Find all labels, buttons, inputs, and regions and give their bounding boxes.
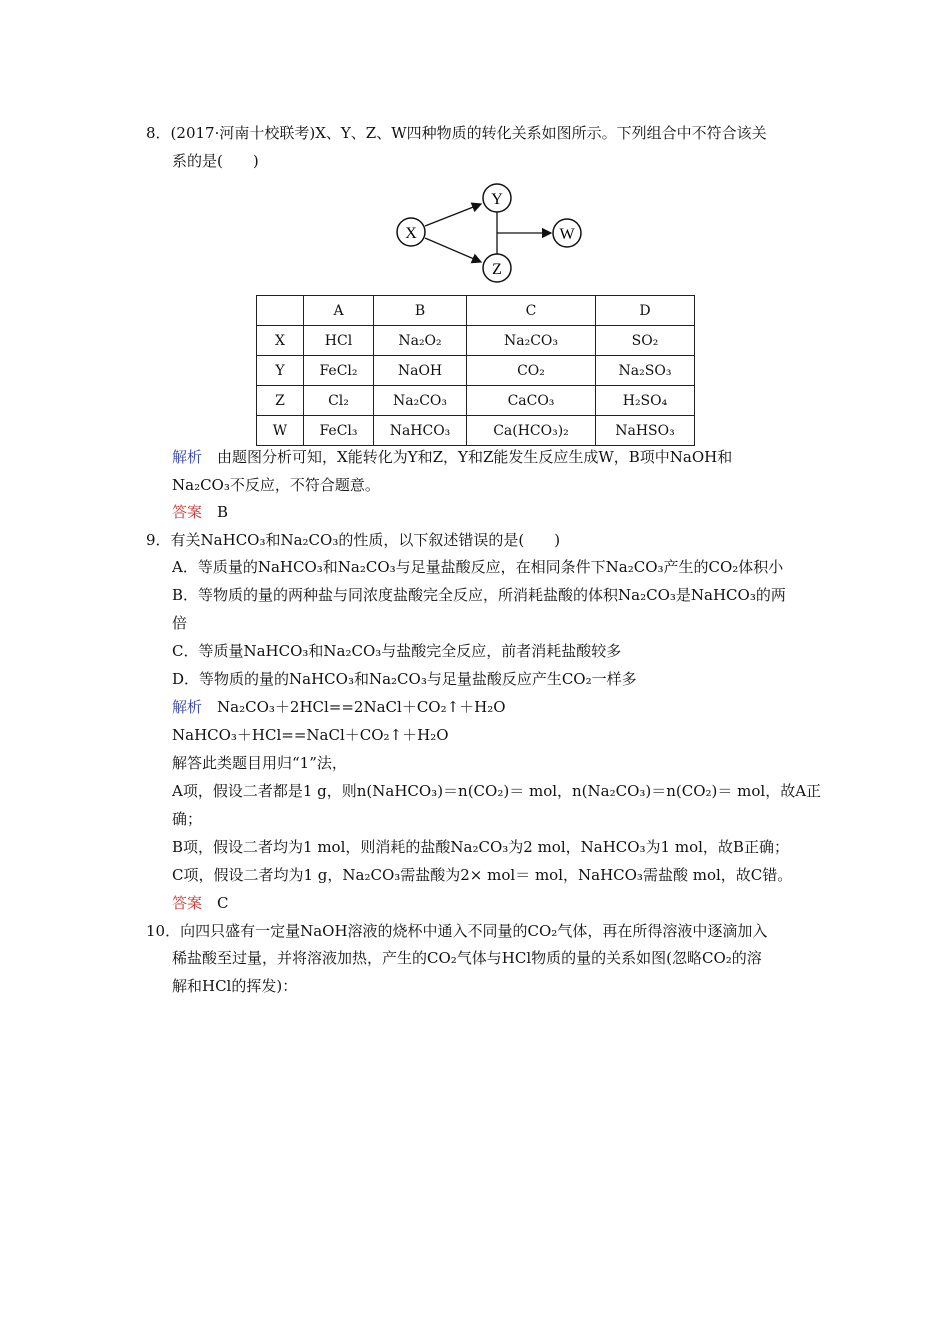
options-table [256, 295, 695, 446]
q9-option-b-line1: B．等物质的量的两种盐与同浓度盐酸完全反应，所消耗盐酸的体积Na₂CO₃是NaHCO₃的两 [172, 586, 786, 604]
table-cell: Na₂CO₃ [374, 386, 467, 416]
table-row [257, 416, 695, 446]
node-x-label: X [405, 225, 417, 242]
table-cell: D [596, 296, 695, 326]
q9-option-d: D．等物质的量的NaHCO₃和Na₂CO₃与足量盐酸反应产生CO₂一样多 [172, 670, 637, 688]
q8-analysis-line2: Na₂CO₃不反应，不符合题意。 [172, 476, 380, 494]
answer-value: C [217, 894, 229, 912]
analysis-label: 解析 [172, 448, 203, 466]
table-cell: NaOH [374, 356, 467, 386]
table-cell: FeCl₂ [304, 356, 374, 386]
q9-solution-5: C项，假设二者均为1 g，Na₂CO₃需盐酸为2× mol＝ mol，NaHCO₃需盐酸 mol，故C错。 [172, 866, 793, 884]
arrow-x-to-y [425, 204, 481, 226]
q9-solution-2: A项，假设二者都是1 g，则n(NaHCO₃)＝n(CO₂)＝ mol，n(Na₂CO₃)＝n(CO₂)＝ mol，故A正 [172, 782, 822, 800]
answer-value: B [217, 503, 229, 521]
q9-stem: 9．有关NaHCO₃和Na₂CO₃的性质，以下叙述错误的是( ) [146, 531, 561, 549]
arrow-x-to-z [425, 238, 481, 262]
table-cell: Ca(HCO₃)₂ [467, 416, 596, 446]
q8-answer-line [172, 501, 228, 523]
table-cell: C [467, 296, 596, 326]
table-cell: Y [257, 356, 304, 386]
node-w-label: W [559, 226, 575, 243]
q10-stem-line1: 10．向四只盛有一定量NaOH溶液的烧杯中通入不同量的CO₂气体，再在所得溶液中逐滴加入 [146, 922, 768, 940]
analysis-label: 解析 [172, 698, 203, 716]
q9-option-c: C．等质量NaHCO₃和Na₂CO₃与盐酸完全反应，前者消耗盐酸较多 [172, 642, 622, 660]
table-cell: CO₂ [467, 356, 596, 386]
table-cell: Na₂CO₃ [467, 326, 596, 356]
table-cell: H₂SO₄ [596, 386, 695, 416]
q9-solution-3: 确； [172, 810, 203, 828]
table-cell: Na₂SO₃ [596, 356, 695, 386]
analysis-text: 由题图分析可知，X能转化为Y和Z，Y和Z能发生反应生成W，B项中NaOH和 [217, 448, 733, 466]
table-cell: Z [257, 386, 304, 416]
answer-label: 答案 [172, 503, 203, 521]
table-row [257, 326, 695, 356]
q8-stem-line2: 系的是( ) [172, 152, 259, 170]
table-cell: Cl₂ [304, 386, 374, 416]
node-y-label: Y [491, 191, 503, 208]
equation-2: NaHCO₃＋HCl==NaCl＋CO₂↑＋H₂O [172, 726, 449, 744]
table-cell: CaCO₃ [467, 386, 596, 416]
q9-option-b-line2: 倍 [172, 614, 188, 632]
node-z-label: Z [492, 261, 502, 278]
table-cell: HCl [304, 326, 374, 356]
table-cell: NaHSO₃ [596, 416, 695, 446]
answer-label: 答案 [172, 894, 203, 912]
table-cell: Na₂O₂ [374, 326, 467, 356]
q9-solution-1: 解答此类题目用归“1”法， [172, 754, 347, 772]
q9-answer-line [172, 892, 229, 914]
q9-solution-4: B项，假设二者均为1 mol，则消耗的盐酸Na₂CO₃为2 mol，NaHCO₃为1 mol，故B正确； [172, 838, 789, 856]
table-cell: B [374, 296, 467, 326]
equation-1: Na₂CO₃＋2HCl==2NaCl＋CO₂↑＋H₂O [217, 698, 506, 716]
conversion-diagram [392, 180, 592, 288]
table-cell: SO₂ [596, 326, 695, 356]
table-cell: NaHCO₃ [374, 416, 467, 446]
table-row [257, 386, 695, 416]
q9-option-a: A．等质量的NaHCO₃和Na₂CO₃与足量盐酸反应，在相同条件下Na₂CO₃产生的CO₂体积小 [172, 558, 784, 576]
q10-stem-line2: 稀盐酸至过量，并将溶液加热，产生的CO₂气体与HCl物质的量的关系如图(忽略CO₂的溶 [172, 949, 762, 967]
table-cell [257, 296, 304, 326]
table-row [257, 356, 695, 386]
table-cell: A [304, 296, 374, 326]
q8-stem-line1: 8．(2017·河南十校联考)X、Y、Z、W四种物质的转化关系如图所示。下列组合中不符合该关 [146, 124, 767, 142]
table-cell: W [257, 416, 304, 446]
table-cell: X [257, 326, 304, 356]
table-cell: FeCl₃ [304, 416, 374, 446]
q8-analysis-line1 [172, 446, 732, 468]
q10-stem-line3: 解和HCl的挥发)： [172, 977, 298, 995]
table-header-row [257, 296, 695, 326]
q9-analysis-eq1-line [172, 696, 506, 718]
